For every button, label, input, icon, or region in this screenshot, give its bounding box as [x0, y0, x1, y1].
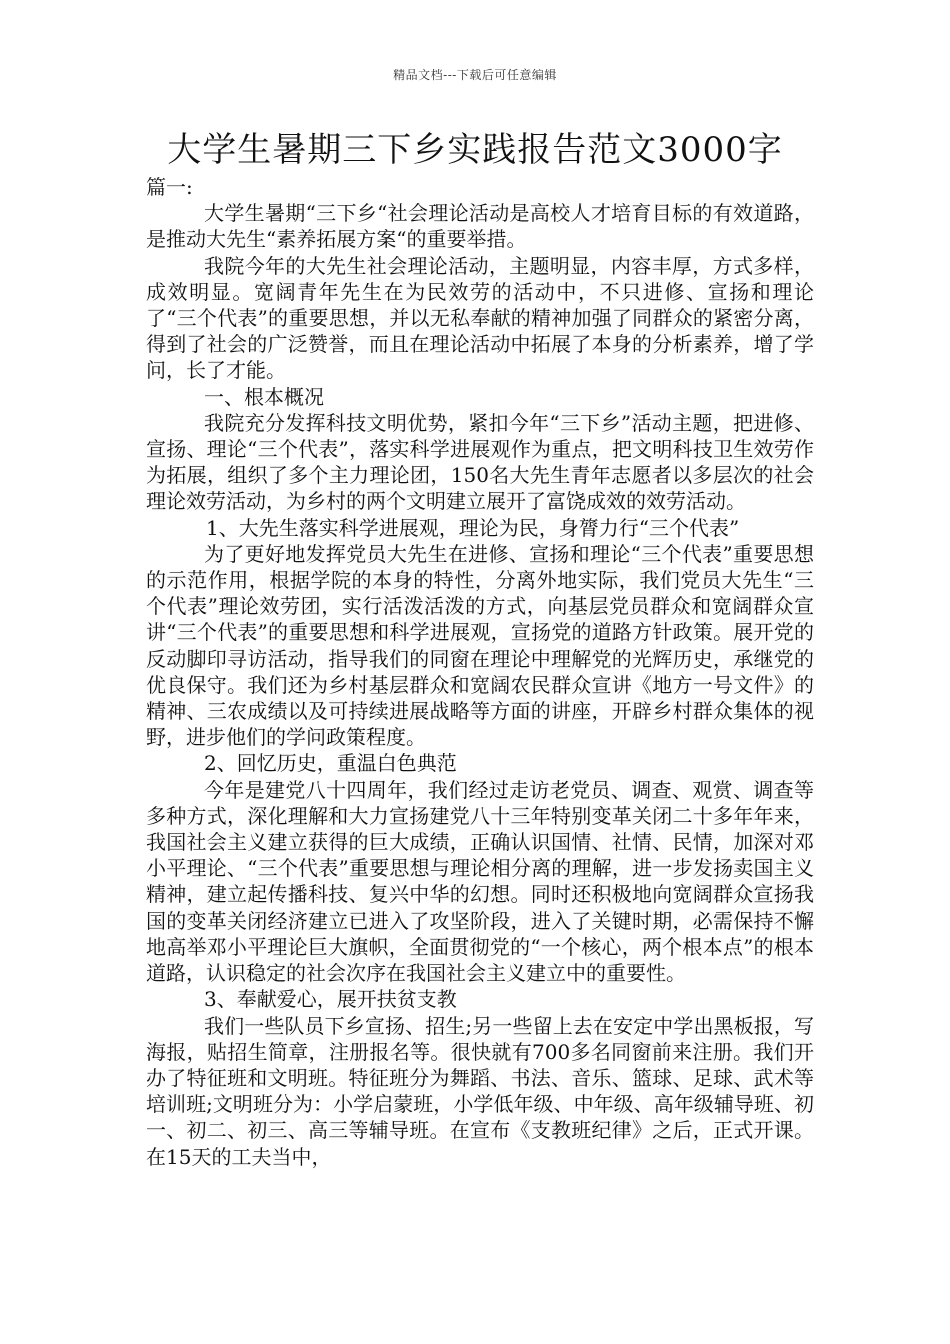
- section-heading: 一、根本概况: [204, 384, 324, 409]
- paragraph: 我院充分发挥科技文明优势，紧扣今年“三下乡”活动主题，把进修、宣扬、理论“三个代表”，落实科学进展观作为重点，把文明科技卫生效劳作为拓展，组织了多个主力理论团，150名大先生青年志愿者以多层次的社会理论效劳活动，为乡村的两个文明建立展开了富饶成效的效劳活动。: [146, 410, 814, 514]
- paragraph: 我们一些队员下乡宣扬、招生;另一些留上去在安定中学出黑板报，写海报，贴招生简章，注册报名等。很快就有700多名同窗前来注册。我们开办了特征班和文明班。特征班分为舞蹈、书法、音乐、篮球、足球、武术等培训班;文明班分为：小学启蒙班，小学低年级、中年级、高年级辅导班、初一、初二、初三、高三等辅导班。在宣布《支教班纪律》之后，正式开课。在15天的工夫当中，: [146, 1013, 814, 1169]
- document-body: [146, 174, 814, 1170]
- paragraph: 我院今年的大先生社会理论活动，主题明显，内容丰厚，方式多样，成效明显。宽阔青年先生在为民效劳的活动中，不只进修、宣扬和理论了“三个代表”的重要思想，并以无私奉献的精神加强了同群众的紧密分离，得到了社会的广泛赞誉，而且在理论活动中拓展了本身的分析素养，增了学问，长了才能。: [146, 253, 814, 383]
- section-heading: 2、回忆历史，重温白色典范: [204, 751, 457, 776]
- section-heading: 3、奉献爱心，展开扶贫支教: [204, 987, 457, 1012]
- paragraph: 篇一:: [146, 175, 193, 199]
- paragraph: 大学生暑期“三下乡“社会理论活动是高校人才培育目标的有效道路，是推动大先生“素养拓展方案“的重要举措。: [146, 201, 814, 252]
- paragraph: 今年是建党八十四周年，我们经过走访老党员、调查、观赏、调查等多种方式，深化理解和大力宣扬建党八十三年特别变革关闭二十多年年来，我国社会主义建立获得的巨大成绩，正确认识国情、社情、民情，加深对邓小平理论、“三个代表”重要思想与理论相分离的理解，进一步发扬卖国主义精神，建立起传播科技、复兴中华的幻想。同时还积极地向宽阔群众宣扬我国的变革关闭经济建立已进入了攻坚阶段，进入了关键时期，必需保持不懈地高举邓小平理论巨大旗帜，全面贯彻党的“一个核心，两个根本点”的根本道路，认识稳定的社会次序在我国社会主义建立中的重要性。: [146, 777, 814, 986]
- section-heading: 1、大先生落实科学进展观，理论为民，身膂力行“三个代表”: [206, 515, 740, 540]
- document-title: 大学生暑期三下乡实践报告范文3000字: [167, 130, 783, 170]
- paragraph: 为了更好地发挥党员大先生在进修、宣扬和理论“三个代表”重要思想的示范作用，根据学院的本身的特性，分离外地实际，我们党员大先生“三个代表”理论效劳团，实行活泼活泼的方式，向基层党员群众和宽阔群众宣讲“三个代表”的重要思想和科学进展观，宣扬党的道路方针政策。展开党的反动脚印寻访活动，指导我们的同窗在理论中理解党的光辉历史，承继党的优良保守。我们还为乡村基层群众和宽阔农民群众宣讲《地方一号文件》的精神、三农成绩以及可持续进展战略等方面的讲座，开辟乡村群众集体的视野，进步他们的学问政策程度。: [146, 541, 814, 750]
- header-note: 精品文档---下载后可任意编辑: [393, 68, 557, 82]
